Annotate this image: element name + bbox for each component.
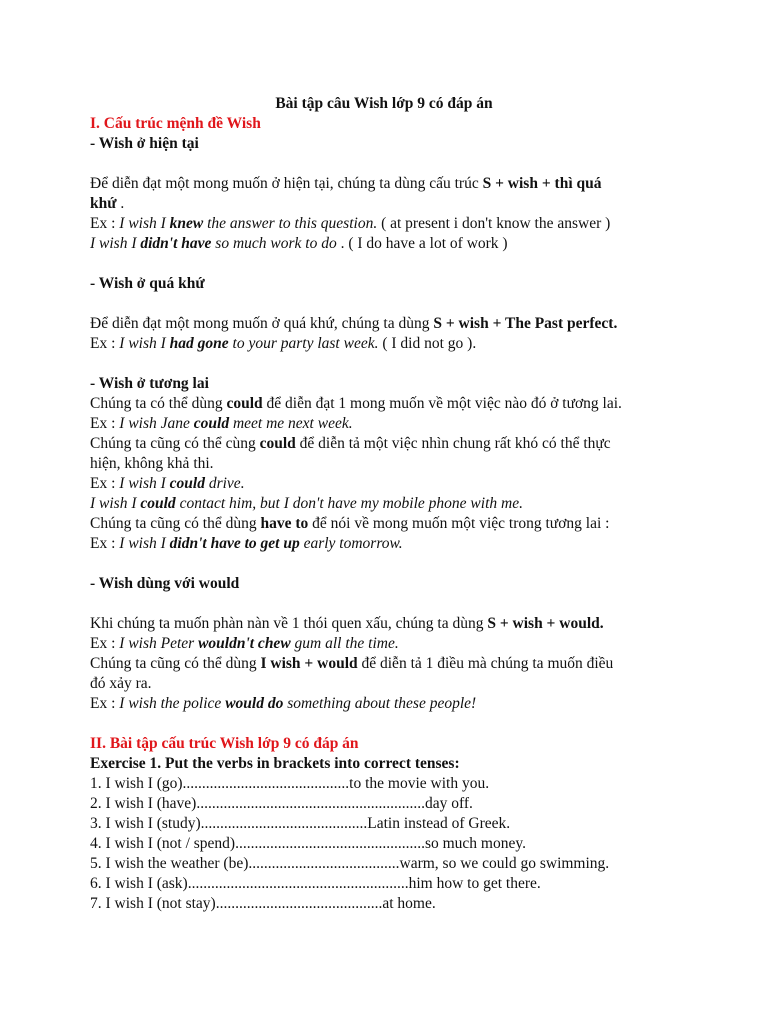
would-line-3: đó xảy ra.	[90, 675, 152, 692]
past-wish-heading: - Wish ở quá khứ	[90, 275, 205, 292]
exercise-item-2: 2. I wish I (have)...........................................................day off.	[90, 795, 473, 812]
future-line-3: hiện, không khả thi.	[90, 455, 214, 472]
exercise-1-title: Exercise 1. Put the verbs in brackets into correct tenses:	[90, 755, 460, 772]
past-example: Ex : I wish I had gone to your party last week. ( I did not go ).	[90, 335, 477, 352]
exercise-item-3: 3. I wish I (study)...........................................Latin instead of Greek.	[90, 815, 511, 832]
would-line-1: Khi chúng ta muốn phàn nàn về 1 thói quen xấu, chúng ta dùng S + wish + would.	[90, 615, 604, 632]
future-line-2: Chúng ta cũng có thể cùng could để diễn tả một việc nhìn chung rất khó có thể thực	[90, 435, 611, 452]
present-intro-line-2: khứ .	[90, 195, 125, 212]
future-example-2: Ex : I wish I could drive.	[90, 475, 245, 492]
would-example-1: Ex : I wish Peter wouldn't chew gum all the time.	[90, 635, 399, 652]
future-line-4: Chúng ta cũng có thể dùng have to để nói về mong muốn một việc trong tương lai :	[90, 515, 610, 532]
present-example-2: I wish I didn't have so much work to do . ( I do have a lot of work )	[90, 235, 508, 252]
document-title: Bài tập câu Wish lớp 9 có đáp án	[275, 95, 493, 112]
present-example-1: Ex : I wish I knew the answer to this question. ( at present i don't know the answer )	[90, 215, 611, 232]
future-example-3: I wish I could contact him, but I don't have my mobile phone with me.	[90, 495, 523, 512]
exercise-item-5: 5. I wish the weather (be).......................................warm, so we could go swimming.	[90, 855, 610, 872]
would-line-2: Chúng ta cũng có thể dùng I wish + would để diễn tả 1 điều mà chúng ta muốn điều	[90, 655, 614, 672]
future-line-1: Chúng ta có thể dùng could để diễn đạt 1 mong muốn về một việc nào đó ở tương lai.	[90, 395, 622, 412]
past-intro-line: Để diễn đạt một mong muốn ở quá khứ, chúng ta dùng S + wish + The Past perfect.	[90, 315, 618, 332]
would-example-2: Ex : I wish the police would do something about these people!	[90, 695, 477, 712]
future-wish-heading: - Wish ở tương lai	[90, 375, 209, 392]
future-example-4: Ex : I wish I didn't have to get up early tomorrow.	[90, 535, 403, 552]
would-wish-heading: - Wish dùng với would	[90, 575, 240, 592]
section-2-heading: II. Bài tập cấu trúc Wish lớp 9 có đáp án	[90, 735, 359, 752]
exercise-item-7: 7. I wish I (not stay)...........................................at home.	[90, 895, 436, 912]
exercise-item-1: 1. I wish I (go)...........................................to the movie with you.	[90, 775, 490, 792]
future-example-1: Ex : I wish Jane could meet me next week.	[90, 415, 353, 432]
section-1-heading: I. Cấu trúc mệnh đề Wish	[90, 115, 261, 132]
present-wish-heading: - Wish ở hiện tại	[90, 135, 199, 152]
exercise-item-4: 4. I wish I (not / spend).................................................so much money.	[90, 835, 526, 852]
exercise-item-6: 6. I wish I (ask).........................................................him how to get there.	[90, 875, 541, 892]
present-intro-line-1: Để diễn đạt một mong muốn ở hiện tại, chúng ta dùng cấu trúc S + wish + thì quá	[90, 175, 602, 192]
